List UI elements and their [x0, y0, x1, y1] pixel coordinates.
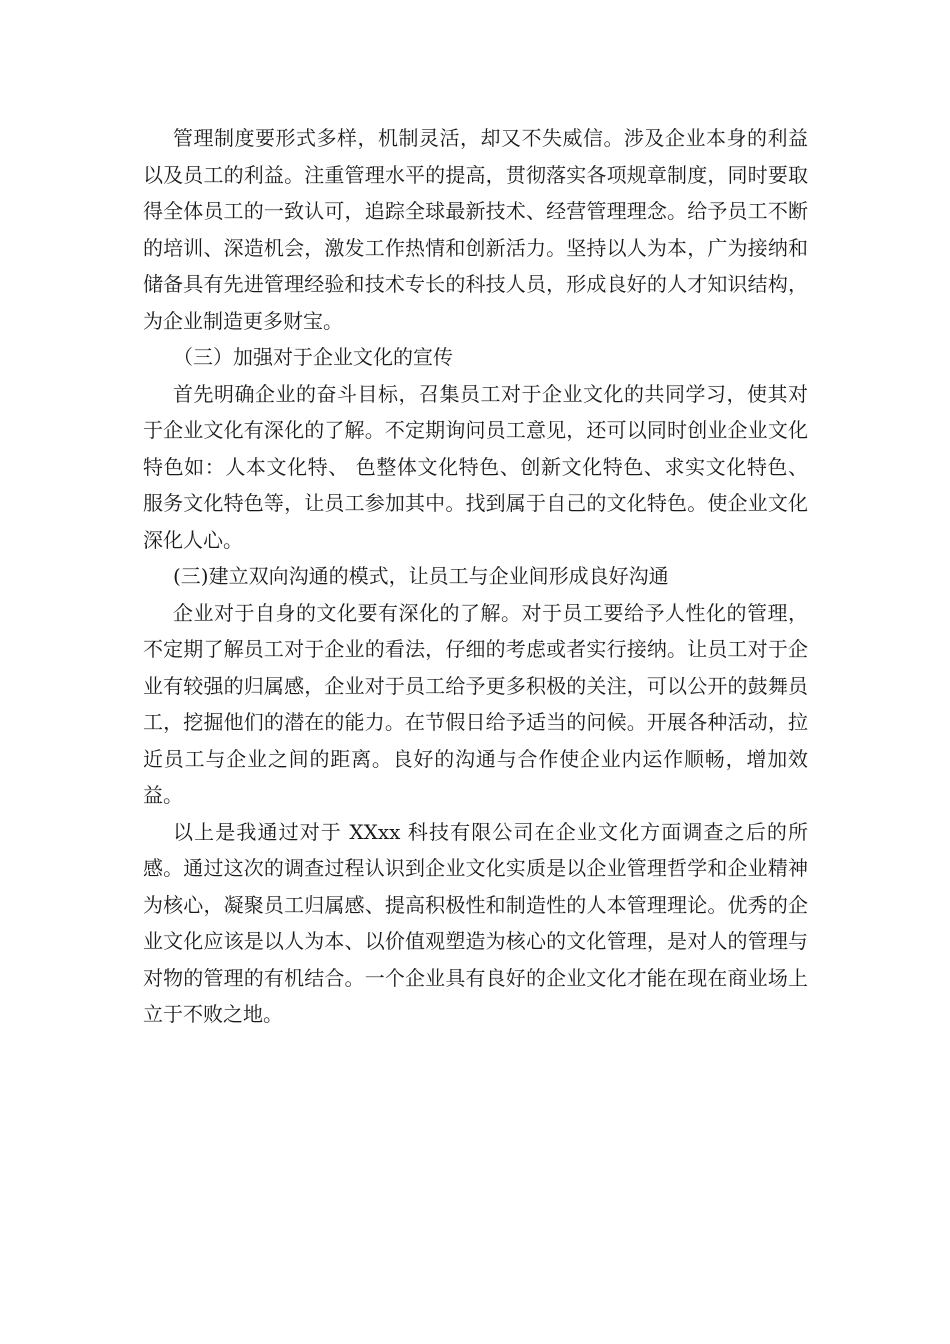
section-heading-culture-promotion: （三）加强对于企业文化的宣传: [173, 345, 453, 369]
paragraph-conclusion: 以上是我通过对于 XXxx 科技有限公司在企业文化方面调查之后的所感。通过这次的调查过程认识到企业文化实质是以企业管理哲学和企业精神为核心，凝聚员工归属感、提高积极性和制造性的人本管理理论。优秀的企业文化应该是以人为本、以价值观塑造为核心的文化管理，是对人的管理与对物的管理的有机结合。一个企业具有良好的企业文化才能在现在商业场上立于不败之地。: [143, 819, 808, 1026]
document-body: [143, 120, 808, 1033]
paragraph-management-system: 管理制度要形式多样，机制灵活，却又不失威信。涉及企业本身的利益以及员工的利益。注重管理水平的提高，贯彻落实各项规章制度，同时要取得全体员工的一致认可，追踪全球最新技术、经营管理理念。给予员工不断的培训、深造机会，激发工作热情和创新活力。坚持以人为本，广为接纳和储备具有先进管理经验和技术专长的科技人员，形成良好的人才知识结构，为企业制造更多财宝。: [143, 126, 808, 333]
paragraph-two-way-communication: 企业对于自身的文化要有深化的了解。对于员工要给予人性化的管理，不定期了解员工对于企业的看法，仔细的考虑或者实行接纳。让员工对于企业有较强的归属感，企业对于员工给予更多积极的关注，可以公开的鼓舞员工，挖掘他们的潜在的能力。在节假日给予适当的问候。开展各种活动，拉近员工与企业之间的距离。良好的沟通与合作使企业内运作顺畅，增加效益。: [143, 600, 808, 807]
section-heading-two-way-communication: (三)建立双向沟通的模式，让员工与企业间形成良好沟通: [173, 564, 669, 588]
paragraph-culture-promotion: 首先明确企业的奋斗目标，召集员工对于企业文化的共同学习，使其对于企业文化有深化的了解。不定期询问员工意见，还可以同时创业企业文化特色如：人本文化特、 色整体文化特色、创新文化特色、求实文化特色、服务文化特色等，让员工参加其中。找到属于自己的文化特色。使企业文化深化人心。: [143, 381, 808, 552]
